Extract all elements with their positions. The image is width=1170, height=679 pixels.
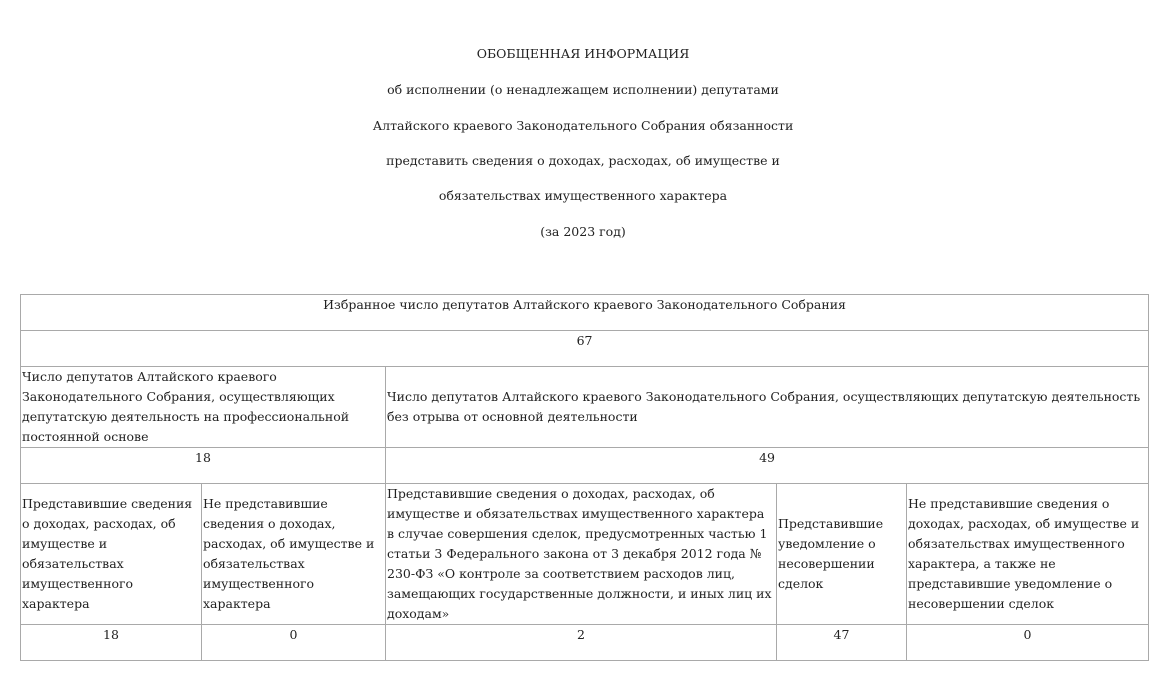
non-professional-deputies-value: 49 xyxy=(386,448,1149,484)
professional-deputies-label: Число депутатов Алтайского краевого Законодательного Собрания, осуществляющих депутатскую деятельность на профессиональной постоянной основе xyxy=(21,367,386,448)
document-subtitle-line: об исполнении (о ненадлежащем исполнении) депутатами xyxy=(387,82,779,97)
table-row xyxy=(21,484,1149,625)
submitted-transactions-declarations-label: Представившие сведения о доходах, расходах, об имуществе и обязательствах имущественного характера в случае совершения сделок, предусмотренных частью 1 статьи 3 Федерального закона от 3 декабря 2012 года № 230-ФЗ «О контроле за соответствием расходов лиц, замещающих государственные должности, и иных лиц их доходам» xyxy=(386,484,777,625)
deputies-info-table xyxy=(20,294,1149,661)
table-row xyxy=(21,448,1149,484)
non-professional-deputies-label: Число депутатов Алтайского краевого Законодательного Собрания, осуществляющих депутатскую деятельность без отрыва от основной деятельности xyxy=(386,367,1149,448)
table-row xyxy=(21,295,1149,331)
elected-deputies-label: Избранное число депутатов Алтайского краевого Законодательного Собрания xyxy=(21,295,1149,331)
document-subtitle-line: представить сведения о доходах, расходах, об имуществе и xyxy=(386,153,780,168)
document-subtitle-line: Алтайского краевого Законодательного Собрания обязанности xyxy=(372,118,794,133)
not-submitted-anything-label: Не представившие сведения о доходах, расходах, об имуществе и обязательствах имущественного характера, а также не представившие уведомление о несовершении сделок xyxy=(907,484,1149,625)
table-row xyxy=(21,331,1149,367)
table-row xyxy=(21,367,1149,448)
not-submitted-anything-value: 0 xyxy=(907,625,1149,661)
not-submitted-declarations-label: Не представившие сведения о доходах, расходах, об имуществе и обязательствах имущественного характера xyxy=(202,484,386,625)
professional-deputies-value: 18 xyxy=(21,448,386,484)
elected-deputies-value: 67 xyxy=(21,331,1149,367)
submitted-no-transactions-notice-value: 47 xyxy=(777,625,907,661)
submitted-declarations-value: 18 xyxy=(21,625,202,661)
document-period: (за 2023 год) xyxy=(540,224,626,239)
submitted-declarations-label: Представившие сведения о доходах, расходах, об имуществе и обязательствах имущественного характера xyxy=(21,484,202,625)
submitted-no-transactions-notice-label: Представившие уведомление о несовершении сделок xyxy=(777,484,907,625)
document-subtitle-line: обязательствах имущественного характера xyxy=(438,188,728,203)
submitted-transactions-declarations-value: 2 xyxy=(386,625,777,661)
table-row xyxy=(21,625,1149,661)
document-title: ОБОБЩЕННАЯ ИНФОРМАЦИЯ xyxy=(476,46,690,61)
not-submitted-declarations-value: 0 xyxy=(202,625,386,661)
